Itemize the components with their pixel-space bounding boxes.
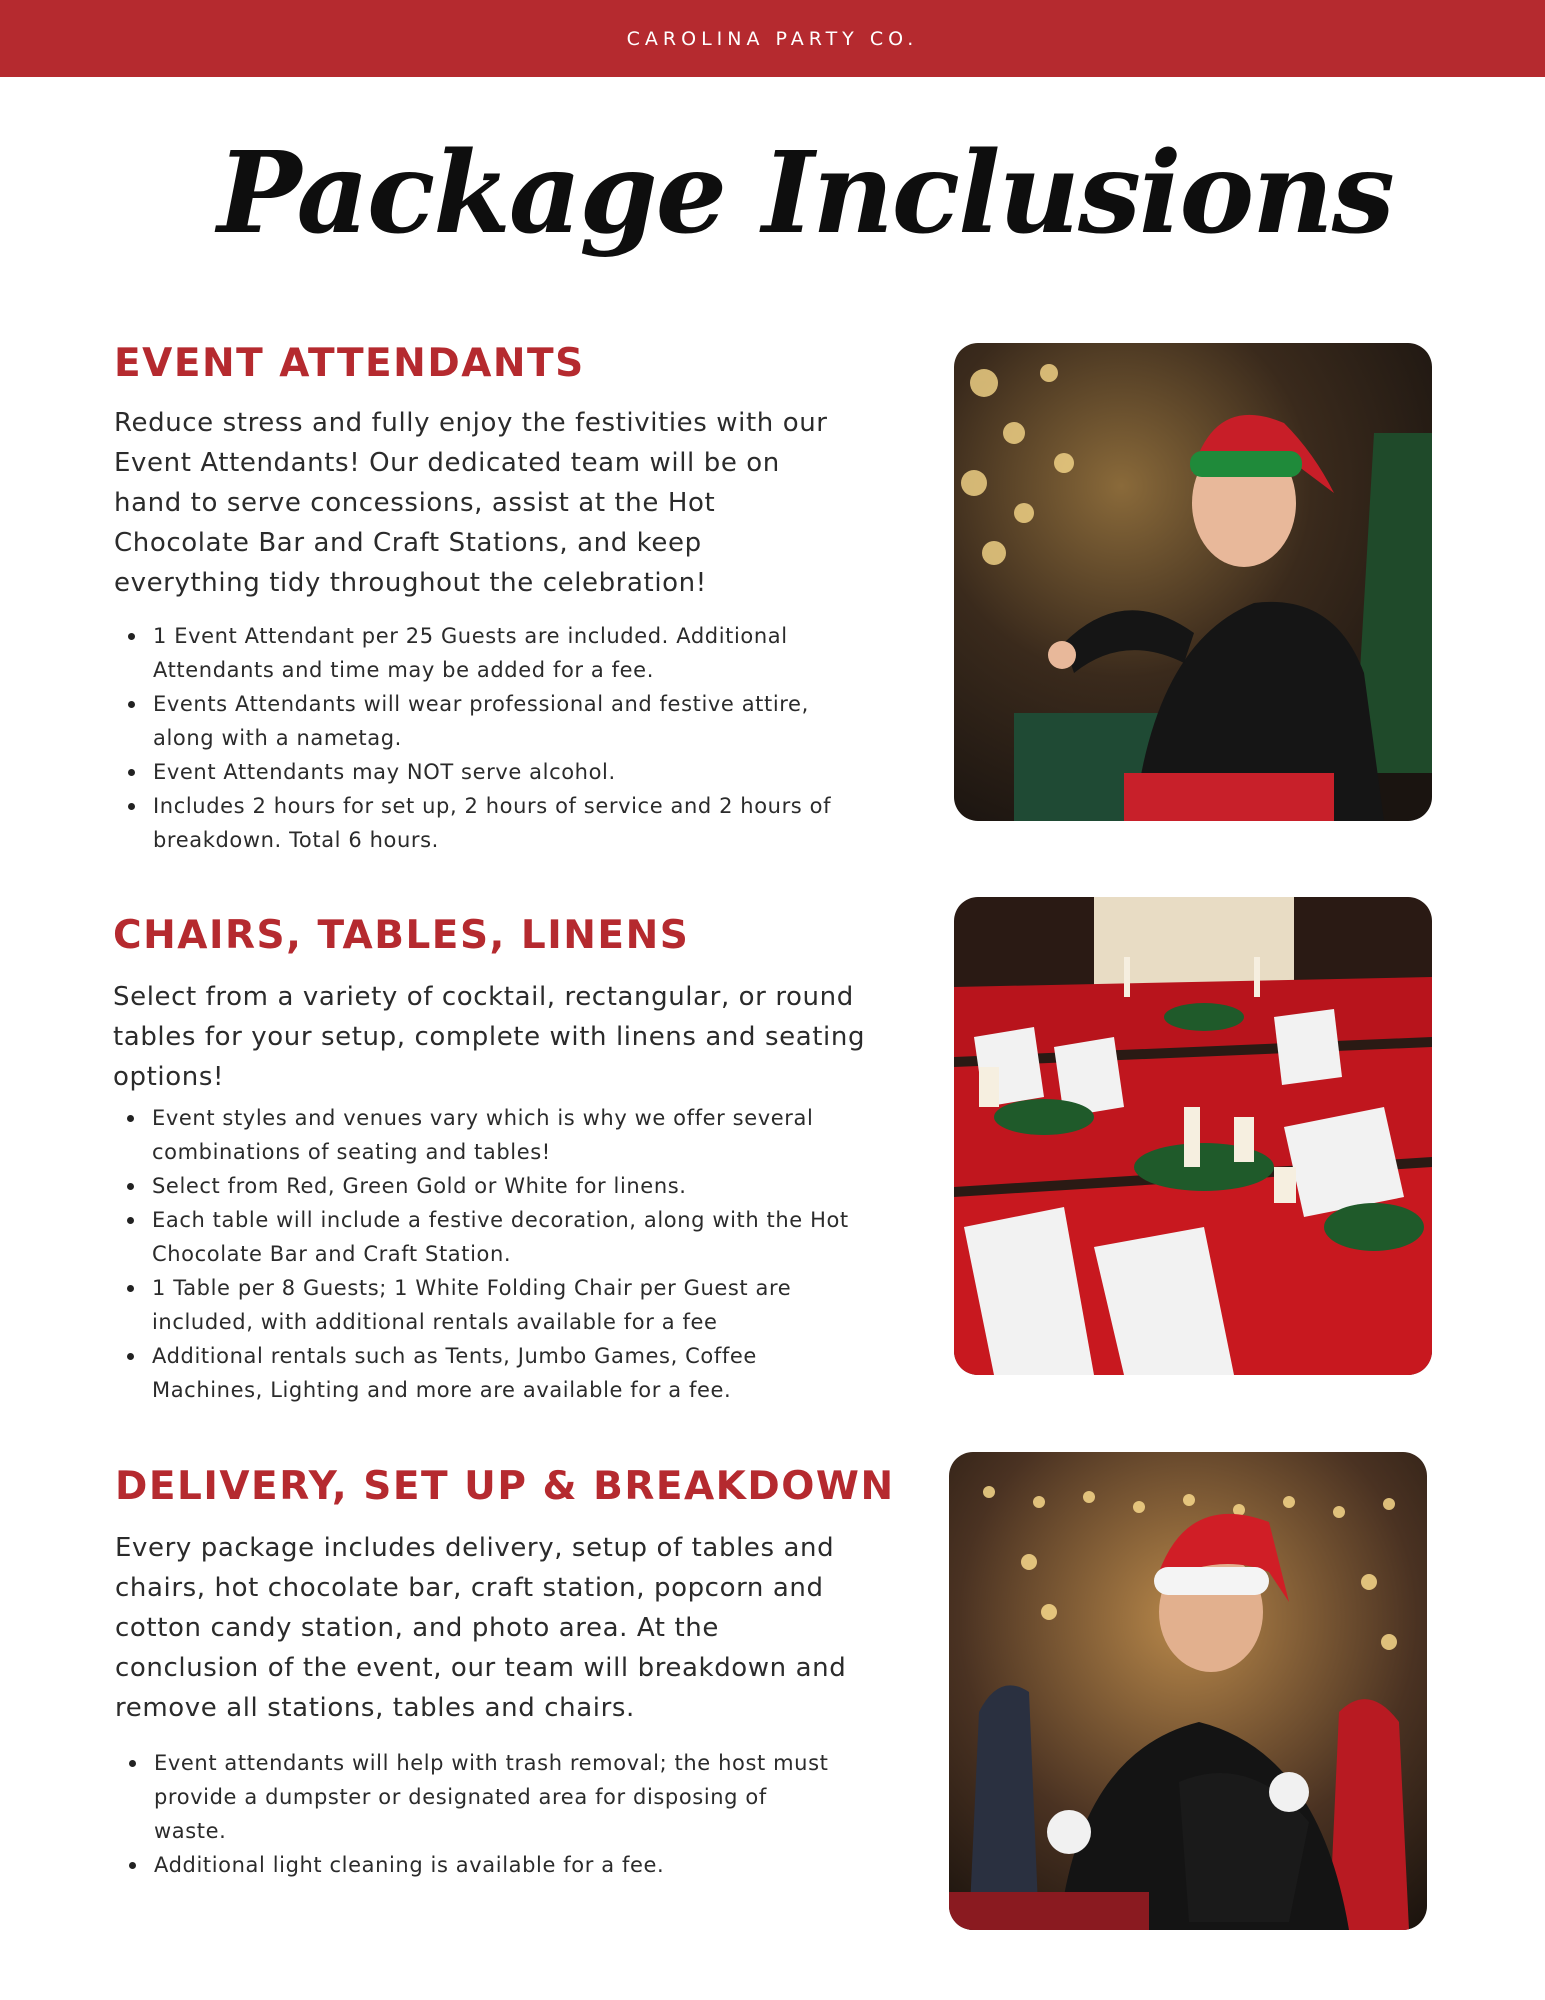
section-heading: EVENT ATTENDANTS [114,341,585,386]
list-item: Event attendants will help with trash removal; the host must provide a dumpster or designated area for disposing of waste. [115,1746,845,1848]
list-item: Each table will include a festive decoration, along with the Hot Chocolate Bar and Craft Station. [113,1203,853,1271]
tables-chairs-photo [954,897,1432,1375]
section-paragraph: Select from a variety of cocktail, rectangular, or round tables for your setup, complete with linens and seating options! [113,982,866,1092]
bullet-list [115,1746,845,1882]
event-attendant-photo [954,343,1432,821]
section-chairs-tables-linens [113,913,903,1407]
list-item: 1 Table per 8 Guests; 1 White Folding Chair per Guest are included, with additional rentals available for a fee [113,1271,853,1339]
list-item: Select from Red, Green Gold or White for linens. [113,1169,853,1203]
page-title: Package Inclusions [217,128,1393,259]
list-item: 1 Event Attendant per 25 Guests are included. Additional Attendants and time may be added for a fee. [114,619,854,687]
list-item: Additional light cleaning is available for a fee. [115,1848,845,1882]
bullet-list [113,1101,853,1407]
section-heading: DELIVERY, SET UP & BREAKDOWN [115,1464,895,1509]
list-item: Event styles and venues vary which is why we offer several combinations of seating and tables! [113,1101,853,1169]
header-bar [0,0,1545,77]
section-event-attendants [114,341,874,857]
list-item: Event Attendants may NOT serve alcohol. [114,755,854,789]
section-paragraph: Reduce stress and fully enjoy the festivities with our Event Attendants! Our dedicated team will be on hand to serve concessions, assist at the Hot Chocolate Bar and Craft Stations, and keep everything tidy throughout the celebration! [114,408,828,598]
delivery-cleanup-photo [949,1452,1427,1930]
section-paragraph: Every package includes delivery, setup of tables and chairs, hot chocolate bar, craft station, popcorn and cotton candy station, and photo area. At the conclusion of the event, our team will breakdown and remove all stations, tables and chairs. [115,1533,847,1723]
list-item: Includes 2 hours for set up, 2 hours of service and 2 hours of breakdown. Total 6 hours. [114,789,854,857]
list-item: Events Attendants will wear professional and festive attire, along with a nametag. [114,687,854,755]
section-delivery-setup-breakdown [115,1464,905,1882]
bullet-list [114,619,854,857]
section-heading: CHAIRS, TABLES, LINENS [113,913,690,958]
brand-name: CAROLINA PARTY CO. [626,27,919,50]
list-item: Additional rentals such as Tents, Jumbo Games, Coffee Machines, Lighting and more are available for a fee. [113,1339,853,1407]
